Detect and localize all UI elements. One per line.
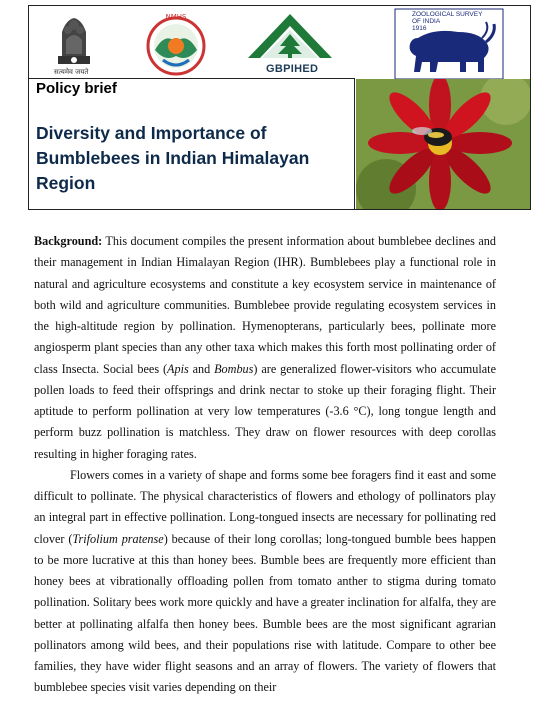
zsi-label-line3: 1916: [412, 25, 427, 32]
paragraph-background: [34, 231, 496, 465]
para2-text-a: Flowers comes in a variety of shape and forms some bee foragers find it east and some difficult to pollinate. The physical characteristics of flowers and ethology of pollinators play an integral part in effective pollination. Long-tongued insects are necessary for pollinating red clover (: [34, 467, 496, 546]
body-text: [34, 231, 496, 699]
zsi-label: [412, 11, 482, 32]
species-trifolium: Trifolium pratense: [72, 531, 164, 546]
gbpihed-label: GBPIHED: [266, 63, 319, 75]
title-line2: Bumblebees in Indian Himalayan: [36, 148, 310, 168]
para2-text-b: ) because of their long corollas; long-tongued bumble bees happen to be more lucrative at this than honey bees. Bumble bees are frequently more efficient than honey bees at vibrationally offloading pollen from tomato anther to stigma during tomato pollination. Solitary bees work more quickly and have a greater inclination for alfalfa, they are better at pollinating alfalfa then honey bees. Bumble bees are the most significant agrarian pollinators among wild bees, and their populations rise with latitude. Compare to other bee families, they have wider flight seasons and an array of flowers. The variety of flowers that bumblebee species visit varies depending on their: [34, 531, 496, 695]
doc-title: [36, 121, 336, 196]
zsi-label-line1: ZOOLOGICAL SURVEY: [412, 11, 483, 18]
svg-text:NMHS: NMHS: [165, 13, 187, 21]
zsi-label-line2: OF INDIA: [412, 18, 441, 25]
genus-apis: Apis: [167, 361, 189, 376]
emblem-motto: सत्यमेव जयते: [54, 68, 89, 76]
title-line1: Diversity and Importance of: [36, 123, 267, 143]
para1-and: and: [188, 361, 215, 376]
title-line3: Region: [36, 173, 96, 193]
para1-text-b: ) are generalized flower-visitors who accumulate pollen loads to feed their offsprings and drink nectar to stoke up their foraging flight. Their aptitude to perform pollination at very low temperatures (-3.6 °C), long tongue length and perform buzz pollination is matchless. They draw on flower resources with deep corollas resulting in higher foraging rates.: [34, 361, 496, 461]
genus-bombus: Bombus: [214, 361, 254, 376]
doc-kind: Policy brief: [36, 80, 117, 97]
nmhs-logo: [141, 10, 211, 78]
para1-text-a: This document compiles the present information about bumblebee declines and their management in Indian Himalayan Region (IHR). Bumblebees play a functional role in natural and agriculture ecosystems and constitute a key ecosystem service in maintenance of both wild and agriculture communities. Bumblebee provide regulating ecosystem services in the high-altitude region by pollination. Hymenopterans, particularly bees, pollinate more angiosperm plant species than any other taxa which makes this forth most pollinating order of class Insecta. Social bees (: [34, 234, 496, 376]
bumblebee-flower-photo: [356, 79, 530, 209]
paragraph-flowers: [34, 465, 496, 699]
background-heading: Background:: [34, 234, 103, 248]
